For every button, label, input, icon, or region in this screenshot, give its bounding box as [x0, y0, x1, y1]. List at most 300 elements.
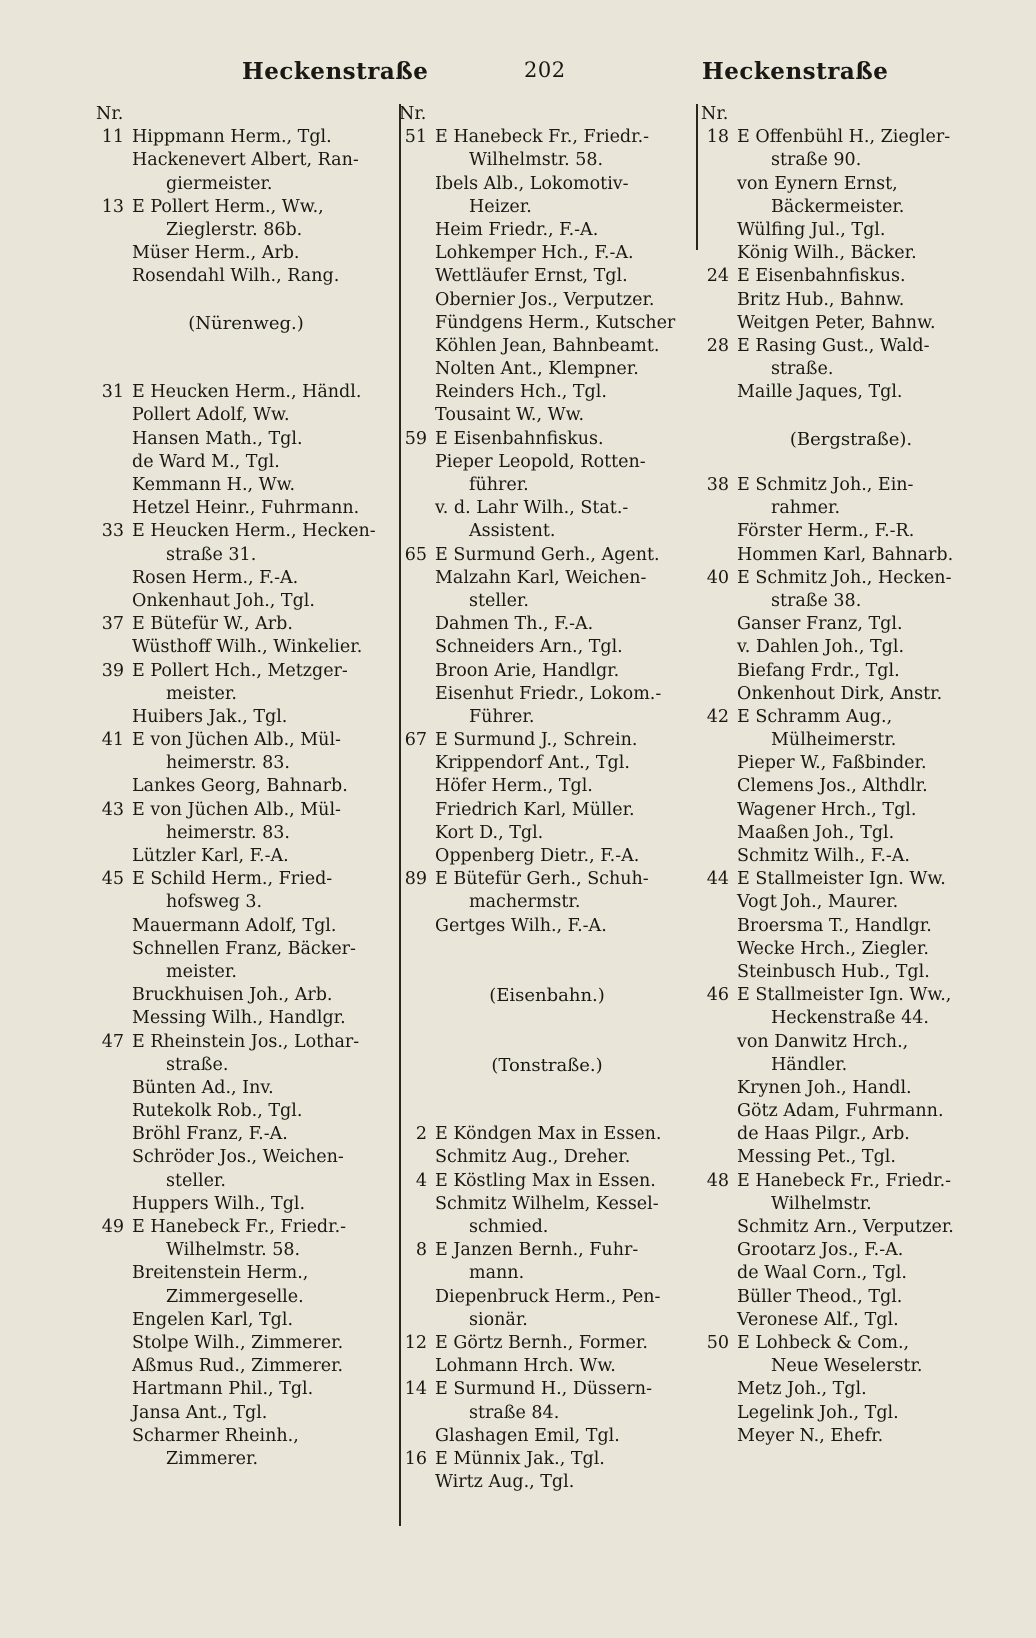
entry-text: Heizer.: [469, 196, 532, 217]
entry-text: Friedrich Karl, Müller.: [435, 799, 635, 820]
spacer: [399, 961, 695, 984]
entry-text: Reinders Hch., Tgl.: [435, 382, 607, 403]
directory-entry: [96, 590, 396, 613]
entry-text: Glashagen Emil, Tgl.: [435, 1425, 620, 1446]
house-number: 18: [706, 127, 729, 148]
house-number: 33: [101, 521, 124, 542]
directory-entry: [399, 613, 695, 636]
house-number: 42: [706, 706, 729, 727]
entry-text: schmied.: [469, 1217, 549, 1237]
directory-entry: [399, 822, 695, 845]
entry-text: rahmer.: [771, 498, 841, 519]
directory-entry: [701, 1309, 1001, 1332]
entry-text: Zimmerer.: [166, 1448, 259, 1469]
entry-text: Hommen Karl, Bahnarb.: [737, 544, 954, 565]
directory-entry: [701, 1100, 1001, 1123]
entry-text: straße 31.: [166, 544, 257, 565]
entry-text: E Surmund J., Schrein.: [435, 730, 638, 751]
house-number: 46: [706, 985, 729, 1006]
directory-entry: [701, 1077, 1001, 1100]
entry-text: Höfer Herm., Tgl.: [435, 776, 593, 797]
entry-text: giermeister.: [166, 173, 273, 194]
entry-text: Zieglerstr. 86b.: [166, 219, 303, 240]
directory-entry: [399, 358, 695, 381]
entry-continuation: [96, 1054, 396, 1077]
directory-entry: [399, 265, 695, 288]
entry-continuation: [96, 1286, 396, 1309]
entry-text: E Janzen Bernh., Fuhr-: [435, 1240, 639, 1261]
directory-entry: [399, 915, 695, 938]
entry-text: Breitenstein Herm.,: [132, 1263, 309, 1284]
directory-entry: [399, 1448, 695, 1471]
entry-text: Schneiders Arn., Tgl.: [435, 637, 623, 658]
directory-entry: [701, 915, 1001, 938]
entry-text: Nr.: [96, 104, 124, 124]
directory-entry: [399, 636, 695, 659]
entry-text: machermstr.: [469, 892, 581, 913]
directory-entry: [96, 428, 396, 451]
column-header: [96, 103, 396, 126]
entry-text: E Rheinstein Jos., Lothar-: [132, 1031, 360, 1052]
house-number: 37: [101, 614, 124, 635]
entry-text: von Danwitz Hrch.,: [737, 1031, 909, 1052]
entry-continuation: [399, 1216, 695, 1239]
spacer: [96, 335, 396, 358]
entry-text: Wirtz Aug., Tgl.: [435, 1472, 575, 1493]
entry-text: Wecke Hrch., Ziegler.: [737, 938, 929, 959]
column-divider: [696, 104, 698, 250]
entry-continuation: [96, 961, 396, 984]
entry-text: E Bütefür W., Arb.: [132, 614, 293, 635]
entry-continuation: [399, 149, 695, 172]
entry-text: Maille Jaques, Tgl.: [737, 382, 903, 403]
entry-text: E Schmitz Joh., Ein-: [737, 475, 914, 495]
entry-text: Rosendahl Wilh., Rang.: [132, 266, 340, 287]
entry-text: führer.: [469, 475, 529, 495]
entry-text: Götz Adam, Fuhrmann.: [737, 1101, 944, 1122]
entry-text: E Rasing Gust., Wald-: [737, 335, 930, 356]
directory-entry: [701, 822, 1001, 845]
entry-text: Ibels Alb., Lokomotiv-: [435, 173, 629, 194]
directory-entry: [96, 729, 396, 752]
directory-entry: [701, 265, 1001, 288]
directory-entry: [96, 660, 396, 683]
entry-text: E Eisenbahnfiskus.: [435, 428, 604, 449]
directory-entry: [96, 1425, 396, 1448]
entry-text: sionär.: [469, 1309, 528, 1330]
directory-entry: [96, 706, 396, 729]
entry-text: E Stallmeister Ign. Ww.,: [737, 985, 952, 1006]
section-title: (Bergstraße).: [789, 428, 913, 450]
entry-text: Britz Hub., Bahnw.: [737, 289, 905, 310]
column-3: [701, 103, 1001, 1448]
directory-entry: [701, 868, 1001, 891]
entry-text: Mauermann Adolf, Tgl.: [132, 915, 337, 936]
directory-entry: [701, 544, 1001, 567]
entry-continuation: [399, 474, 695, 497]
directory-entry: [399, 242, 695, 265]
entry-text: Pieper W., Faßbinder.: [737, 753, 927, 774]
directory-entry: [399, 404, 695, 427]
directory-entry: [96, 1077, 396, 1100]
directory-entry: [399, 126, 695, 149]
spacer: [96, 289, 396, 312]
entry-text: Grootarz Jos., F.-A.: [737, 1240, 904, 1261]
entry-text: Schnellen Franz, Bäcker-: [132, 938, 356, 959]
directory-entry: [96, 799, 396, 822]
entry-text: E Pollert Herm., Ww.,: [132, 196, 324, 217]
entry-text: Büller Theod., Tgl.: [737, 1286, 903, 1307]
directory-entry: [701, 335, 1001, 358]
house-number: 38: [706, 475, 729, 495]
entry-text: Krippendorf Ant., Tgl.: [435, 753, 630, 774]
entry-text: Legelink Joh., Tgl.: [737, 1402, 899, 1423]
entry-text: Wettläufer Ernst, Tgl.: [435, 266, 628, 287]
entry-text: de Haas Pilgr., Arb.: [737, 1124, 910, 1145]
entry-continuation: [96, 752, 396, 775]
directory-entry: [96, 381, 396, 404]
entry-continuation: [96, 219, 396, 242]
entry-continuation: [399, 1262, 695, 1285]
entry-text: Meyer N., Ehefr.: [737, 1425, 884, 1446]
house-number: 59: [404, 428, 427, 449]
entry-text: Schmitz Wilhelm, Kessel-: [435, 1193, 659, 1214]
entry-text: Fündgens Herm., Kutscher: [435, 312, 676, 333]
directory-entry: [96, 1216, 396, 1239]
house-number: 24: [706, 266, 729, 287]
house-number: 41: [101, 730, 124, 751]
entry-text: Weitgen Peter, Bahnw.: [737, 312, 936, 333]
entry-text: Ganser Franz, Tgl.: [737, 614, 903, 635]
directory-entry: [701, 1262, 1001, 1285]
entry-text: Köhlen Jean, Bahnbeamt.: [435, 335, 660, 356]
entry-text: Assistent.: [469, 521, 556, 542]
directory-entry: [701, 1378, 1001, 1401]
section-heading: [399, 1054, 695, 1077]
entry-text: E Schmitz Joh., Hecken-: [737, 567, 952, 588]
entry-continuation: [96, 1239, 396, 1262]
entry-text: Veronese Alf., Tgl.: [737, 1309, 899, 1330]
entry-continuation: [399, 891, 695, 914]
entry-text: hofsweg 3.: [166, 892, 263, 913]
entry-text: Scharmer Rheinh.,: [132, 1425, 299, 1446]
directory-entry: [399, 1355, 695, 1378]
entry-text: E Heucken Herm., Händl.: [132, 382, 362, 403]
directory-entry: [96, 126, 396, 149]
directory-entry: [701, 938, 1001, 961]
entry-text: Metz Joh., Tgl.: [737, 1379, 867, 1400]
entry-text: Schmitz Wilh., F.-A.: [737, 846, 910, 866]
entry-text: Hackenevert Albert, Ran-: [132, 150, 359, 171]
house-number: 31: [101, 382, 124, 403]
entry-continuation: [96, 1170, 396, 1193]
entry-text: de Ward M., Tgl.: [132, 451, 280, 472]
entry-text: Broersma T., Handlgr.: [737, 915, 932, 936]
directory-entry: [96, 1262, 396, 1285]
entry-text: Wagener Hrch., Tgl.: [737, 799, 917, 820]
directory-entry: [701, 1123, 1001, 1146]
directory-entry: [399, 173, 695, 196]
directory-entry: [96, 868, 396, 891]
running-head-left: Heckenstraße: [242, 58, 429, 85]
entry-text: straße 38.: [771, 590, 862, 611]
directory-entry: [399, 752, 695, 775]
entry-text: Schmitz Aug., Dreher.: [435, 1147, 631, 1168]
entry-continuation: [96, 544, 396, 567]
entry-text: Obernier Jos., Verputzer.: [435, 289, 655, 310]
directory-entry: [96, 1309, 396, 1332]
house-number: 4: [415, 1170, 427, 1191]
directory-entry: [96, 1031, 396, 1054]
entry-text: Krynen Joh., Handl.: [737, 1077, 912, 1098]
directory-entry: [701, 984, 1001, 1007]
house-number: 89: [404, 869, 427, 890]
entry-text: König Wilh., Bäcker.: [737, 243, 917, 264]
directory-entry: [96, 474, 396, 497]
entry-text: E Hanebeck Fr., Friedr.-: [737, 1170, 952, 1191]
directory-entry: [701, 1425, 1001, 1448]
directory-entry: [701, 706, 1001, 729]
house-number: 67: [404, 730, 427, 751]
entry-continuation: [96, 173, 396, 196]
entry-text: Kort D., Tgl.: [435, 822, 544, 843]
entry-text: steller.: [469, 590, 529, 611]
entry-text: Huibers Jak., Tgl.: [132, 706, 288, 727]
directory-entry: [701, 567, 1001, 590]
directory-entry: [701, 219, 1001, 242]
entry-continuation: [701, 1193, 1001, 1216]
directory-entry: [96, 196, 396, 219]
entry-text: Hetzel Heinr., Fuhrmann.: [132, 498, 360, 519]
entry-continuation: [701, 590, 1001, 613]
entry-text: Steinbusch Hub., Tgl.: [737, 961, 930, 982]
entry-continuation: [701, 497, 1001, 520]
entry-text: E Köstling Max in Essen.: [435, 1170, 656, 1191]
directory-entry: [399, 544, 695, 567]
house-number: 48: [706, 1170, 729, 1191]
section-title: (Eisenbahn.): [489, 985, 605, 1007]
entry-continuation: [96, 683, 396, 706]
entry-text: mann.: [469, 1263, 525, 1284]
spacer: [399, 1031, 695, 1054]
directory-entry: [701, 1332, 1001, 1355]
house-number: 47: [101, 1031, 124, 1052]
entry-continuation: [399, 590, 695, 613]
entry-text: E Surmund Gerh., Agent.: [435, 544, 660, 565]
entry-text: Bünten Ad., Inv.: [132, 1077, 274, 1098]
directory-entry: [399, 799, 695, 822]
directory-entry: [399, 1471, 695, 1494]
entry-text: Rosen Herm., F.-A.: [132, 567, 299, 588]
directory-entry: [399, 683, 695, 706]
entry-text: Müser Herm., Arb.: [132, 243, 300, 264]
house-number: 16: [404, 1448, 427, 1469]
directory-entry: [96, 149, 396, 172]
entry-text: Vogt Joh., Maurer.: [737, 892, 899, 913]
entry-text: E von Jüchen Alb., Mül-: [132, 799, 341, 820]
entry-text: Neue Weselerstr.: [771, 1356, 923, 1377]
entry-continuation: [399, 1309, 695, 1332]
entry-text: E Schramm Aug.,: [737, 706, 893, 727]
directory-entry: [701, 312, 1001, 335]
column-2: [399, 103, 695, 1494]
directory-entry: [701, 1239, 1001, 1262]
entry-text: Händler.: [771, 1054, 848, 1075]
entry-continuation: [701, 358, 1001, 381]
entry-text: Onkenhaut Joh., Tgl.: [132, 590, 315, 611]
directory-entry: [701, 752, 1001, 775]
entry-text: heimerstr. 83.: [166, 753, 290, 774]
entry-text: E von Jüchen Alb., Mül-: [132, 730, 341, 751]
directory-entry: [399, 1170, 695, 1193]
directory-entry: [701, 1216, 1001, 1239]
directory-entry: [399, 1123, 695, 1146]
directory-entry: [701, 520, 1001, 543]
house-number: 8: [415, 1240, 427, 1261]
directory-entry: [96, 451, 396, 474]
directory-entry: [399, 1239, 695, 1262]
entry-continuation: [701, 196, 1001, 219]
entry-text: Pollert Adolf, Ww.: [132, 405, 290, 426]
directory-entry: [96, 1100, 396, 1123]
directory-entry: [399, 1146, 695, 1169]
column-1: [96, 103, 396, 1471]
entry-text: E Hanebeck Fr., Friedr.-: [435, 127, 650, 148]
entry-text: heimerstr. 83.: [166, 822, 290, 843]
directory-entry: [399, 567, 695, 590]
entry-text: Malzahn Karl, Weichen-: [435, 567, 647, 588]
column-header: [399, 103, 695, 126]
entry-text: Biefang Frdr., Tgl.: [737, 660, 900, 681]
house-number: 28: [706, 335, 729, 356]
directory-entry: [96, 1402, 396, 1425]
entry-continuation: [96, 891, 396, 914]
entry-text: Bruckhuisen Joh., Arb.: [132, 985, 333, 1006]
directory-entry: [96, 613, 396, 636]
entry-text: Eisenhut Friedr., Lokom.-: [435, 683, 662, 704]
directory-entry: [96, 520, 396, 543]
entry-text: Hippmann Herm., Tgl.: [132, 127, 332, 148]
entry-text: E Heucken Herm., Hecken-: [132, 521, 376, 542]
directory-entry: [701, 683, 1001, 706]
entry-text: Tousaint W., Ww.: [435, 405, 585, 426]
directory-entry: [399, 845, 695, 868]
entry-text: Lohkemper Hch., F.-A.: [435, 243, 634, 264]
directory-entry: [701, 381, 1001, 404]
entry-text: Pieper Leopold, Rotten-: [435, 451, 646, 472]
entry-text: Wilhelmstr. 58.: [469, 150, 604, 171]
section-title: (Nürenweg.): [188, 312, 304, 334]
entry-text: Zimmergeselle.: [166, 1286, 304, 1307]
directory-entry: [399, 497, 695, 520]
entry-text: Heckenstraße 44.: [771, 1008, 929, 1029]
directory-entry: [701, 891, 1001, 914]
spacer: [399, 1007, 695, 1030]
directory-entry: [701, 173, 1001, 196]
entry-text: Wülfing Jul., Tgl.: [737, 219, 886, 240]
entry-text: Hartmann Phil., Tgl.: [132, 1379, 314, 1400]
spacer: [399, 1100, 695, 1123]
directory-entry: [96, 1146, 396, 1169]
directory-entry: [701, 1402, 1001, 1425]
directory-entry: [399, 1378, 695, 1401]
directory-entry: [701, 1031, 1001, 1054]
entry-text: E Lohbeck & Com.,: [737, 1332, 910, 1353]
entry-text: Kemmann H., Ww.: [132, 475, 296, 495]
entry-continuation: [701, 1355, 1001, 1378]
directory-entry: [701, 1170, 1001, 1193]
directory-entry: [399, 1193, 695, 1216]
entry-text: straße.: [166, 1054, 229, 1075]
entry-text: Lohmann Hrch. Ww.: [435, 1356, 616, 1377]
entry-text: Heim Friedr., F.-A.: [435, 219, 599, 240]
column-header: [701, 103, 1001, 126]
directory-entry: [701, 961, 1001, 984]
entry-text: steller.: [166, 1170, 226, 1191]
entry-text: straße 90.: [771, 150, 862, 171]
directory-entry: [399, 1332, 695, 1355]
entry-text: v. Dahlen Joh., Tgl.: [737, 637, 905, 658]
directory-entry: [701, 636, 1001, 659]
entry-text: E Pollert Hch., Metzger-: [132, 660, 348, 681]
entry-text: Clemens Jos., Althdlr.: [737, 776, 928, 797]
directory-entry: [96, 1332, 396, 1355]
entry-text: Gertges Wilh., F.-A.: [435, 915, 607, 936]
directory-entry: [701, 845, 1001, 868]
entry-text: Nolten Ant., Klempner.: [435, 359, 639, 380]
house-number: 43: [101, 799, 124, 820]
entry-text: Hansen Math., Tgl.: [132, 428, 303, 449]
house-number: 49: [101, 1217, 124, 1237]
entry-text: Aßmus Rud., Zimmerer.: [132, 1356, 344, 1377]
house-number: 40: [706, 567, 729, 588]
entry-text: straße.: [771, 359, 834, 380]
directory-entry: [96, 1193, 396, 1216]
directory-entry: [399, 451, 695, 474]
section-heading: [96, 312, 396, 335]
entry-text: Lützler Karl, F.-A.: [132, 846, 289, 866]
spacer: [96, 358, 396, 381]
directory-entry: [96, 404, 396, 427]
directory-entry: [96, 915, 396, 938]
entry-text: E Stallmeister Ign. Ww.: [737, 869, 946, 890]
entry-continuation: [701, 1007, 1001, 1030]
spacer: [701, 404, 1001, 427]
entry-text: Stolpe Wilh., Zimmerer.: [132, 1332, 344, 1353]
entry-text: E Köndgen Max in Essen.: [435, 1124, 662, 1145]
entry-text: Wüsthoff Wilh., Winkelier.: [132, 637, 363, 658]
entry-text: Messing Pet., Tgl.: [737, 1147, 896, 1168]
directory-entry: [399, 1425, 695, 1448]
page-number: 202: [524, 58, 566, 82]
house-number: 44: [706, 869, 729, 890]
entry-text: E Görtz Bernh., Former.: [435, 1332, 648, 1353]
house-number: 12: [404, 1332, 427, 1353]
entry-continuation: [399, 196, 695, 219]
entry-text: Diepenbruck Herm., Pen-: [435, 1286, 661, 1307]
entry-text: Wilhelmstr. 58.: [166, 1240, 301, 1261]
entry-text: meister.: [166, 961, 237, 982]
directory-entry: [701, 126, 1001, 149]
house-number: 13: [101, 196, 124, 217]
entry-text: Nr.: [399, 104, 427, 124]
entry-continuation: [701, 729, 1001, 752]
directory-entry: [96, 775, 396, 798]
section-heading: [701, 428, 1001, 451]
directory-entry: [96, 242, 396, 265]
entry-text: Engelen Karl, Tgl.: [132, 1309, 294, 1330]
entry-text: de Waal Corn., Tgl.: [737, 1263, 907, 1284]
